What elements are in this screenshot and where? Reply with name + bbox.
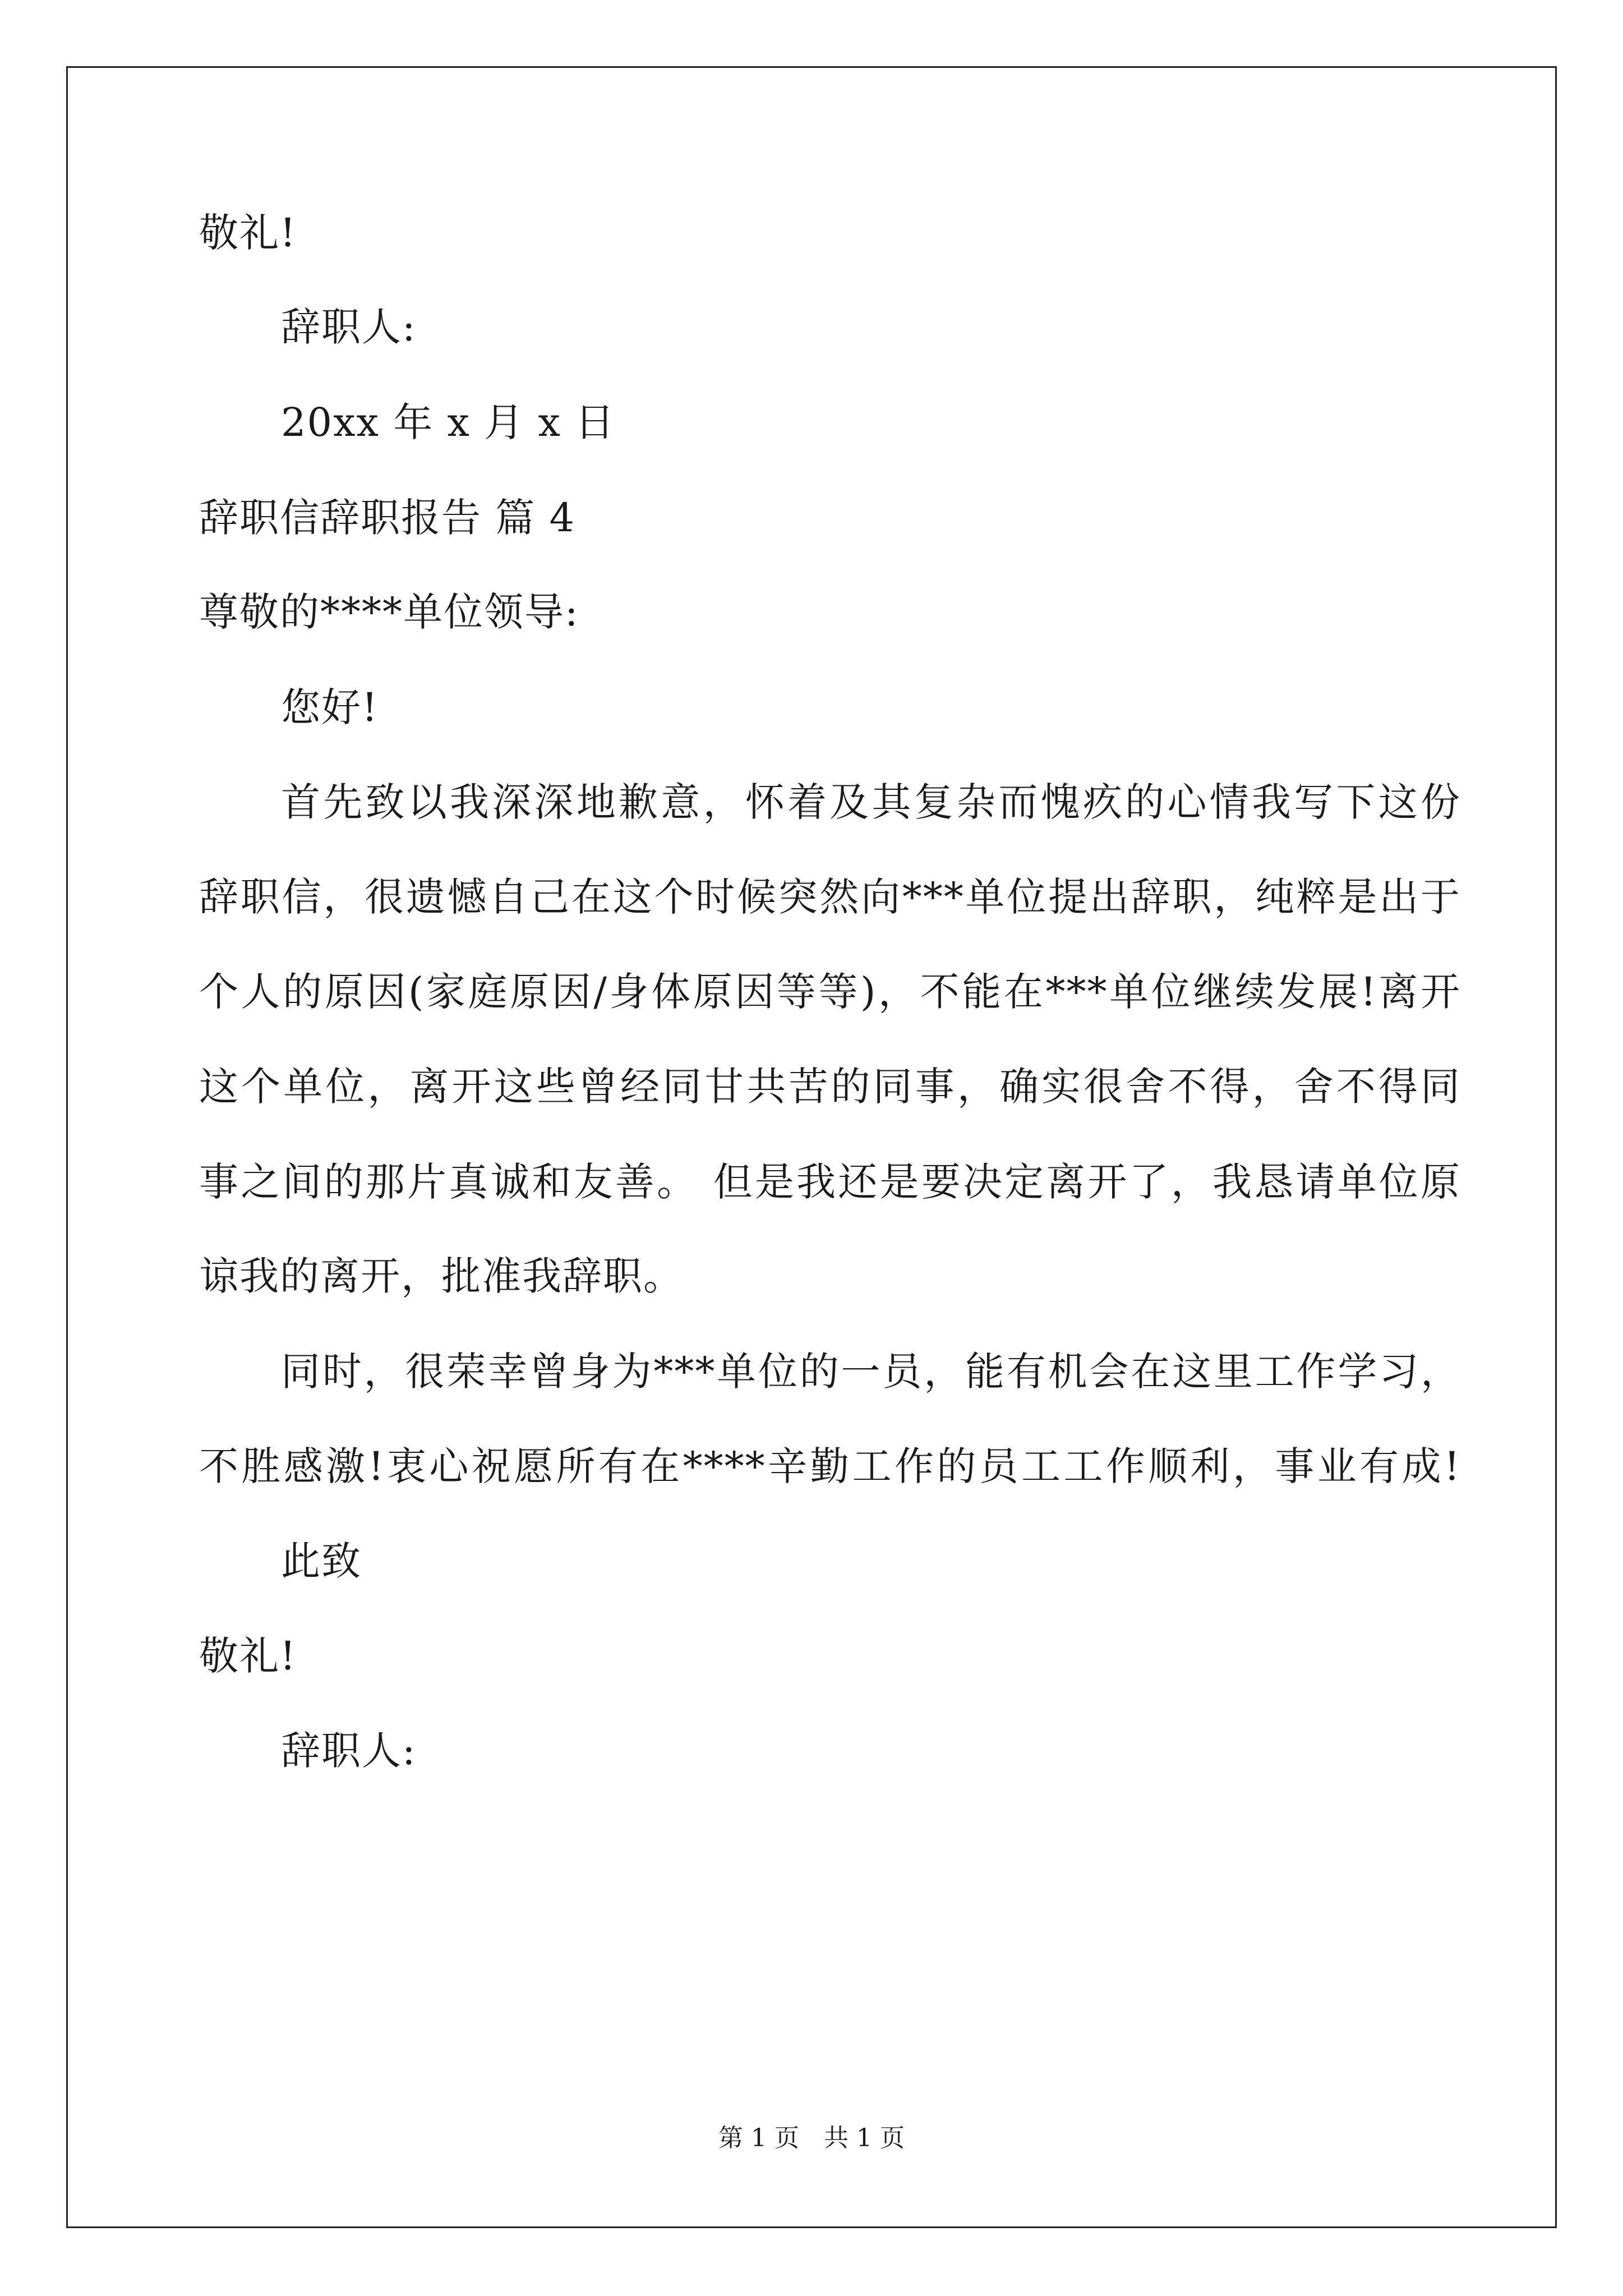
resigner-label: 辞职人:	[281, 304, 417, 350]
paragraph-line: 不胜感激!衷心祝愿所有在****辛勤工作的员工工作顺利，事业有成!	[199, 1443, 1461, 1489]
page-border	[66, 66, 1557, 2228]
paragraph-line: 辞职信，很遗憾自己在这个时候突然向***单位提出辞职，纯粹是出于	[199, 874, 1461, 920]
page-number: 第 1 页 共 1 页	[718, 2124, 905, 2152]
paragraph-line: 这个单位，离开这些曾经同甘共苦的同事，确实很舍不得，舍不得同	[199, 1064, 1461, 1110]
salutation: 尊敬的****单位领导:	[199, 589, 579, 635]
paragraph-line: 谅我的离开，批准我辞职。	[199, 1253, 684, 1299]
date-line: 20xx 年 x 月 x 日	[281, 399, 616, 445]
closing-phrase: 此致	[281, 1538, 362, 1584]
closing-salute: 敬礼!	[199, 210, 297, 256]
paragraph-line: 个人的原因(家庭原因/身体原因等等)，不能在***单位继续发展!离开	[199, 969, 1461, 1015]
paragraph-line: 事之间的那片真诚和友善。 但是我还是要决定离开了，我恳请单位原	[199, 1159, 1461, 1205]
greeting: 您好!	[281, 684, 379, 730]
closing-salute: 敬礼!	[199, 1633, 297, 1679]
paragraph-line: 首先致以我深深地歉意，怀着及其复杂而愧疚的心情我写下这份	[281, 779, 1461, 825]
paragraph-line: 同时，很荣幸曾身为***单位的一员，能有机会在这里工作学习，	[281, 1349, 1461, 1395]
resigner-label: 辞职人:	[281, 1728, 417, 1774]
section-heading: 辞职信辞职报告 篇 4	[199, 495, 576, 541]
